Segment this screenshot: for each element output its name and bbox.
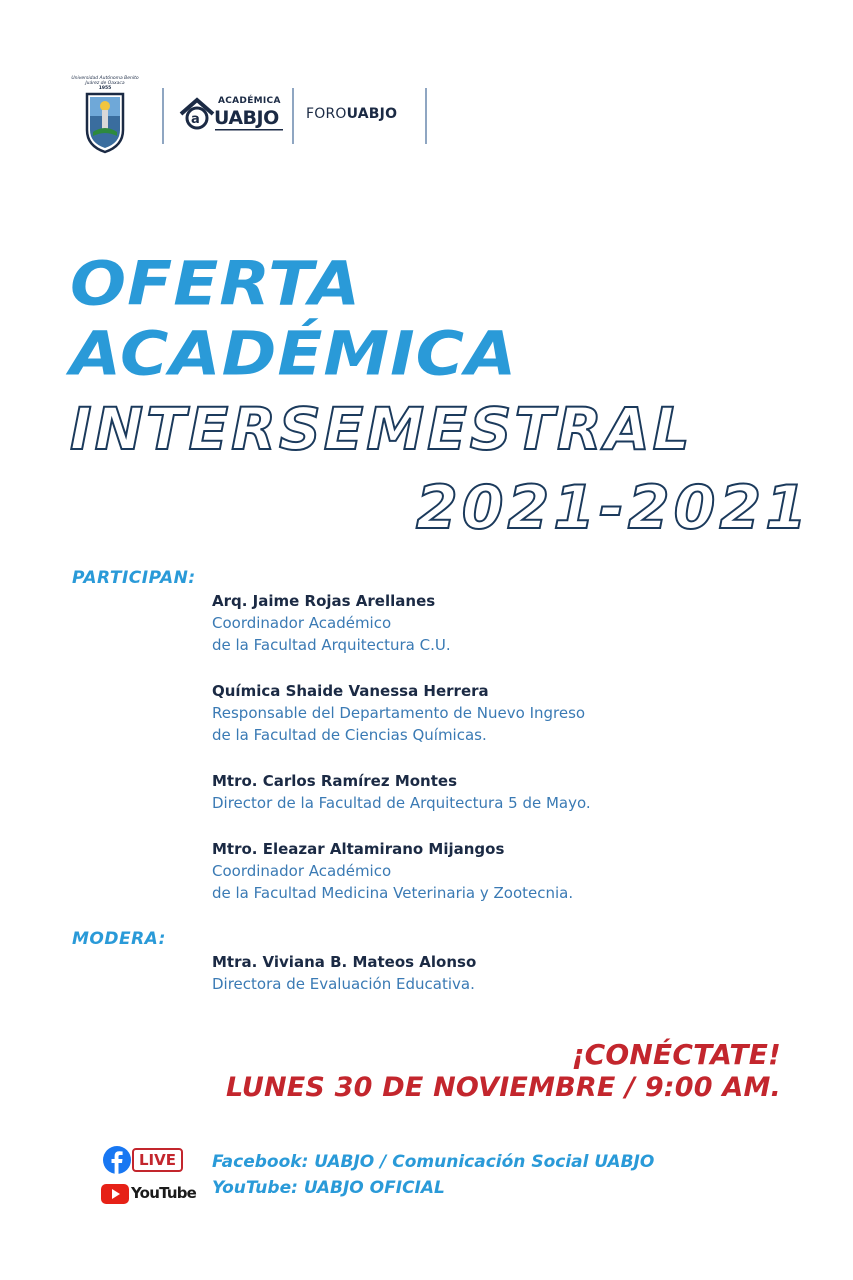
header-divider-1 [162,88,164,144]
header-divider-2 [292,88,294,144]
participant-name: Arq. Jaime Rojas Arellanes [212,592,436,610]
youtube-info: YouTube: UABJO OFICIAL [212,1178,445,1198]
crest-caption: Universidad Autónoma Benito Juárez de Oaxaca 1955 [71,76,139,91]
facebook-icon [103,1146,131,1174]
title-line-intersemestral: INTERSEMESTRAL [70,395,693,463]
youtube-icon [101,1184,129,1204]
title-line-academica: ACADÉMICA [70,318,518,390]
title-line-year: 2021-2021 [416,473,811,543]
live-badge: LIVE [132,1148,183,1172]
foro-uabjo-logo: FOROUABJO [306,106,398,122]
participant-2 [212,680,585,746]
participant-name: Mtro. Eleazar Altamirano Mijangos [212,840,505,858]
moderator-name: Mtra. Viviana B. Mateos Alonso [212,953,477,971]
participant-role: Responsable del Departamento de Nuevo Ingreso [212,704,586,722]
participant-role: Director de la Facultad de Arquitectura 5 de Mayo. [212,794,591,812]
academica-uabjo-brand: UABJO [214,107,279,129]
participant-name: Mtro. Carlos Ramírez Montes [212,772,457,790]
participant-role: Coordinador Académico [212,614,392,632]
participant-1 [212,590,451,656]
title-line-oferta: OFERTA [70,248,362,320]
participant-role: de la Facultad Medicina Veterinaria y Zootecnia. [212,884,574,902]
youtube-wordmark: YouTube [131,1184,197,1202]
participant-name: Química Shaide Vanessa Herrera [212,682,489,700]
header-divider-3 [425,88,427,144]
facebook-info: Facebook: UABJO / Comunicación Social UABJO [212,1152,655,1172]
academica-label: ACADÉMICA [218,96,281,106]
event-datetime: LUNES 30 DE NOVIEMBRE / 9:00 AM. [225,1072,781,1103]
participant-4 [212,838,573,904]
participant-role: de la Facultad Arquitectura C.U. [212,636,451,654]
moderator-role: Directora de Evaluación Educativa. [212,975,475,993]
participant-3 [212,770,591,814]
university-crest-logo [83,92,127,154]
svg-text:a: a [191,112,200,127]
connect-heading: ¡CONÉCTATE! [571,1038,781,1071]
moderator-label: MODERA: [72,929,166,949]
participant-role: de la Facultad de Ciencias Químicas. [212,726,487,744]
participants-label: PARTICIPAN: [72,568,196,588]
participant-role: Coordinador Académico [212,862,392,880]
moderator [212,951,476,995]
